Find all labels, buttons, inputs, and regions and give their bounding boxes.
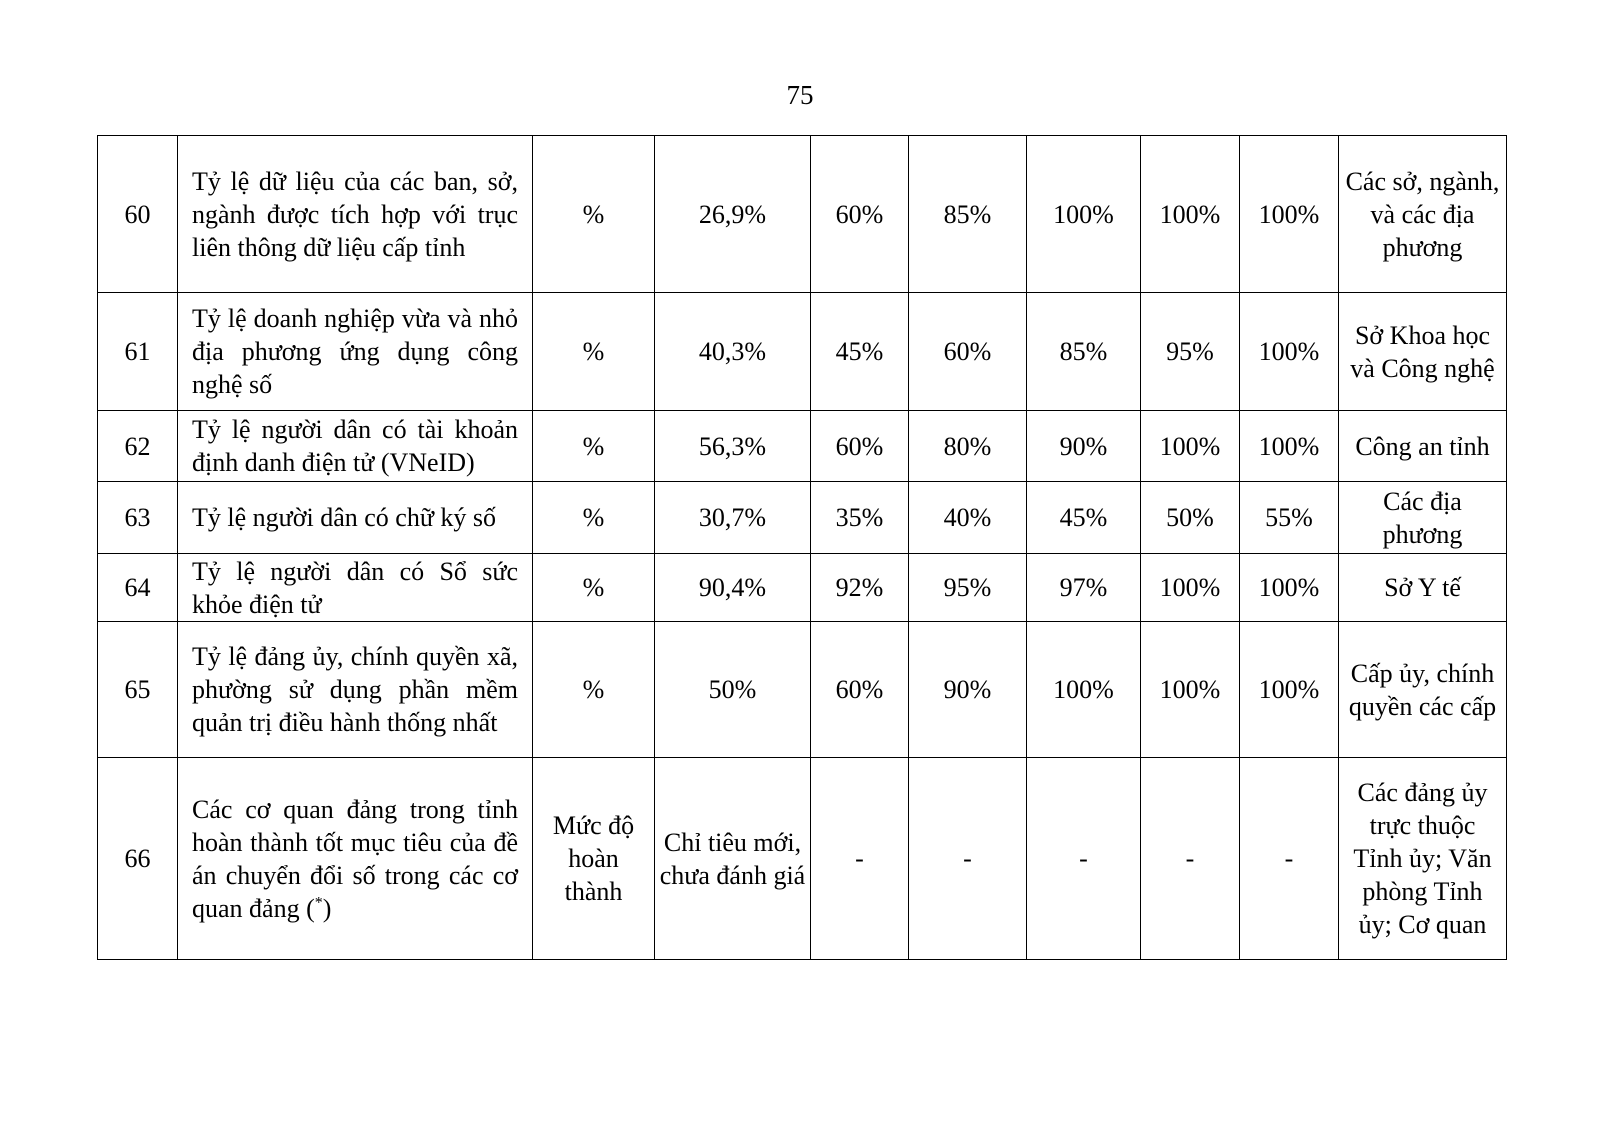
table-row [98,482,1507,554]
target-cell-1: - [811,758,909,960]
unit-cell: % [533,411,655,482]
target-cell-5: 55% [1240,482,1339,554]
target-cell-5: 100% [1240,554,1339,622]
target-cell-4: 100% [1141,411,1240,482]
responsible-cell: Cấp ủy, chính quyền các cấp [1339,622,1507,758]
indicator-table [97,135,1507,960]
indicator-name: Tỷ lệ người dân có tài khoản định danh điện tử (VNeID) [178,411,533,482]
indicator-name: Tỷ lệ dữ liệu của các ban, sở, ngành được tích hợp với trục liên thông dữ liệu cấp tỉnh [178,136,533,293]
target-cell-1: 60% [811,136,909,293]
target-cell-3: 90% [1027,411,1141,482]
target-cell-1: 92% [811,554,909,622]
row-number: 65 [98,622,178,758]
target-cell-5: 100% [1240,293,1339,411]
target-cell-3: 100% [1027,622,1141,758]
asterisk-mark: * [314,893,323,911]
current-value-cell: 40,3% [655,293,811,411]
row-number: 66 [98,758,178,960]
table-body [98,136,1507,960]
target-cell-2: 90% [909,622,1027,758]
target-cell-3: 45% [1027,482,1141,554]
target-cell-4: 50% [1141,482,1240,554]
target-cell-5: 100% [1240,136,1339,293]
current-value-cell: 56,3% [655,411,811,482]
current-value-cell: 50% [655,622,811,758]
responsible-cell: Công an tỉnh [1339,411,1507,482]
responsible-cell: Sở Khoa học và Công nghệ [1339,293,1507,411]
target-cell-3: - [1027,758,1141,960]
row-number: 61 [98,293,178,411]
unit-cell: % [533,482,655,554]
row-number: 62 [98,411,178,482]
table-row [98,758,1507,960]
unit-cell: % [533,622,655,758]
unit-cell: % [533,554,655,622]
row-number: 63 [98,482,178,554]
target-cell-3: 97% [1027,554,1141,622]
target-cell-4: 100% [1141,136,1240,293]
target-cell-1: 45% [811,293,909,411]
indicator-name-suffix: ) [322,893,332,923]
target-cell-2: 85% [909,136,1027,293]
target-cell-2: 95% [909,554,1027,622]
target-cell-2: 40% [909,482,1027,554]
target-cell-1: 60% [811,622,909,758]
target-cell-2: 60% [909,293,1027,411]
target-cell-4: 95% [1141,293,1240,411]
target-cell-1: 35% [811,482,909,554]
target-cell-2: - [909,758,1027,960]
target-cell-2: 80% [909,411,1027,482]
responsible-cell: Các địa phương [1339,482,1507,554]
indicator-name: Tỷ lệ người dân có Sổ sức khỏe điện tử [178,554,533,622]
table-row [98,411,1507,482]
target-cell-5: 100% [1240,411,1339,482]
current-value-cell: 90,4% [655,554,811,622]
current-value-cell: Chỉ tiêu mới, chưa đánh giá [655,758,811,960]
row-number: 60 [98,136,178,293]
table-row [98,293,1507,411]
table-row [98,136,1507,293]
target-cell-5: 100% [1240,622,1339,758]
unit-cell: % [533,136,655,293]
target-cell-1: 60% [811,411,909,482]
target-cell-5: - [1240,758,1339,960]
target-cell-4: - [1141,758,1240,960]
current-value-cell: 26,9% [655,136,811,293]
table-row [98,554,1507,622]
target-cell-3: 85% [1027,293,1141,411]
responsible-cell: Sở Y tế [1339,554,1507,622]
indicator-name-text: Các cơ quan đảng trong tỉnh hoàn thành tốt mục tiêu của đề án chuyển đổi số trong các cơ quan đảng ( [192,794,518,923]
page-number: 75 [786,80,814,110]
target-cell-4: 100% [1141,554,1240,622]
unit-cell: % [533,293,655,411]
unit-cell: Mức độ hoàn thành [533,758,655,960]
indicator-name [178,758,533,960]
target-cell-4: 100% [1141,622,1240,758]
table-row [98,622,1507,758]
indicator-name: Tỷ lệ người dân có chữ ký số [178,482,533,554]
responsible-cell: Các đảng ủy trực thuộc Tỉnh ủy; Văn phòng Tỉnh ủy; Cơ quan [1339,758,1507,960]
current-value-cell: 30,7% [655,482,811,554]
indicator-name: Tỷ lệ doanh nghiệp vừa và nhỏ địa phương ứng dụng công nghệ số [178,293,533,411]
responsible-cell: Các sở, ngành, và các địa phương [1339,136,1507,293]
target-cell-3: 100% [1027,136,1141,293]
indicator-name: Tỷ lệ đảng ủy, chính quyền xã, phường sử dụng phần mềm quản trị điều hành thống nhất [178,622,533,758]
row-number: 64 [98,554,178,622]
